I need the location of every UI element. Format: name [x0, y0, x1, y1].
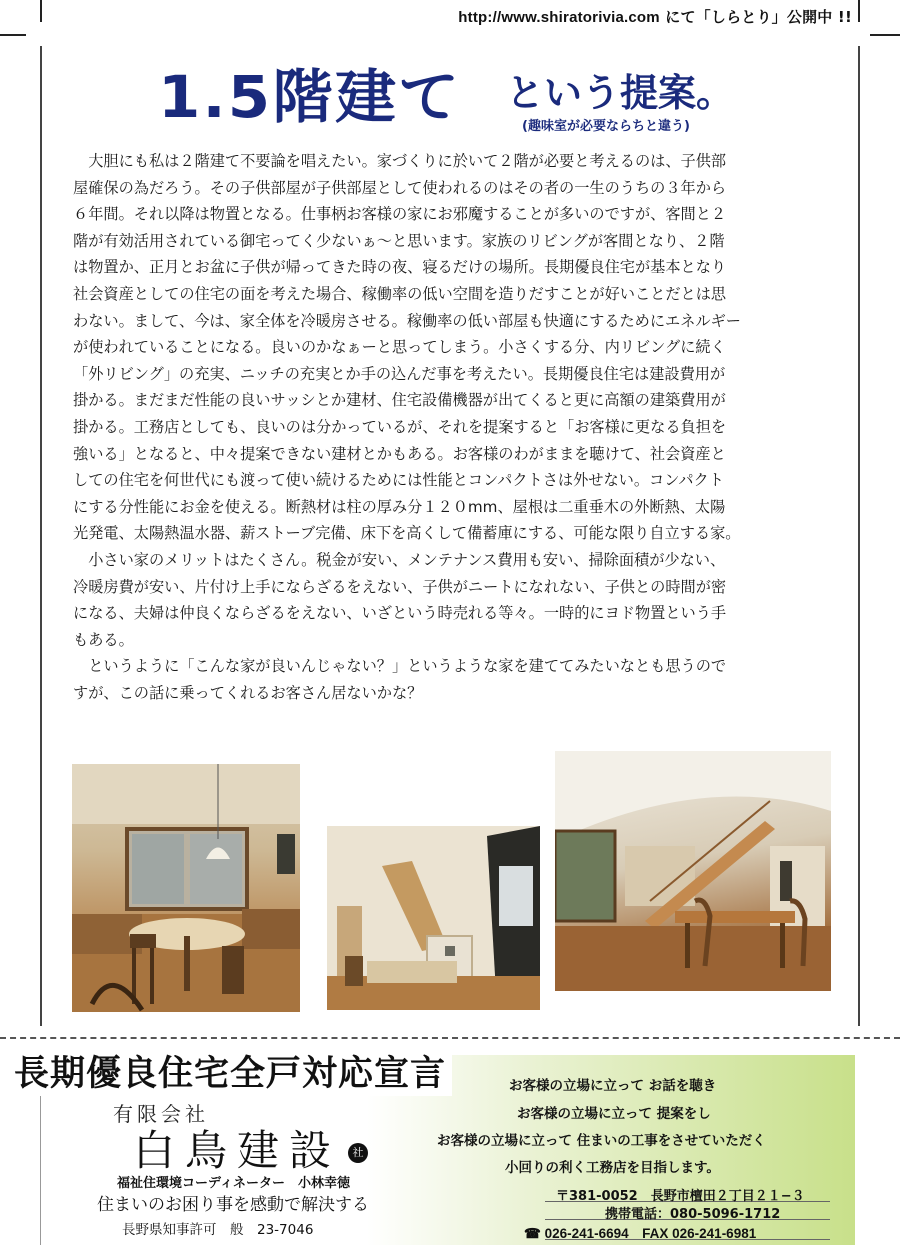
body-line: 社会資産としての住宅の面を考えた場合、稼働率の低い空間を造りだすことが好いことだとは思: [73, 284, 727, 303]
body-line: 強いる」となると、中々提案できない建材とかもある。お客様のわがままを聴けて、社会資産と: [73, 444, 726, 463]
body-line: しての住宅を何世代にも渡って使い続けるためには性能とコンパクトさは外せない。コンパクト: [73, 471, 724, 490]
body-line: 小さい家のメリットはたくさん。税金が安い、メンテナンス費用も安い、掃除面積が少ない、: [73, 550, 726, 569]
article-title-note: (趣味室が必要ならちと違う): [522, 119, 690, 134]
interior-photo-dining-drawing: [72, 764, 300, 1012]
company-type: 有限会社: [113, 1102, 209, 1126]
motto-line: 小回りの利く工務店を目指します。: [505, 1160, 720, 1176]
company-name: 白鳥建設: [133, 1126, 342, 1175]
motto-line: お客様の立場に立って お話を聴き: [509, 1078, 717, 1094]
body-line: もある。: [73, 630, 134, 649]
article-title-sub: という提案。: [506, 71, 735, 115]
phone-fax-number[interactable]: ☎ 026-241-6694 FAX 026-241-6981: [524, 1226, 757, 1241]
body-line: 掛かる。工務店としても、良いのは分かっているが、それを提案すると「お客様に更なる負担を: [73, 417, 727, 436]
website-banner: [458, 6, 852, 27]
body-line: にする分性能にお金を使える。断熱材は柱の厚み分１２０mm、屋根は二重垂木の外断熱、太陽: [73, 497, 726, 516]
body-line: 「外リビング」の充実、ニッチの充実とか手の込んだ事を考えたい。長期優良住宅は建設費用が: [73, 364, 726, 383]
company-seal-icon: 社: [348, 1143, 368, 1163]
company-tagline: 住まいのお困り事を感動で解決する: [97, 1195, 369, 1215]
body-line: というように「こんな家が良いんじゃない？」というような家を建ててみたいなとも思うので: [73, 657, 727, 676]
article-body: [73, 148, 803, 706]
company-address: 〒381-0052 長野市檀田２丁目２１−３: [556, 1189, 805, 1204]
body-line: ６年間。それ以降は物置となる。仕事柄お客様の家にお邪魔することが多いのですが、客間と２: [73, 205, 727, 224]
motto-line: お客様の立場に立って 住まいの工事をさせていただく: [437, 1133, 766, 1149]
crop-mark: [870, 34, 900, 36]
body-line: すが、この話に乗ってくれるお客さん居ないかな？: [73, 683, 423, 702]
crop-mark: [0, 34, 26, 36]
coordinator-name: 福祉住環境コーディネーター 小林幸徳: [117, 1176, 350, 1191]
body-line: になる、夫婦は仲良くならざるをえない、いざという時売れる等々。一時的にヨド物置という手: [73, 604, 727, 623]
interior-photo-loft-drawing: [327, 826, 540, 1010]
body-line: が使われていることになる。良いのかなぁーと思ってしまう。小さくする分、内リビングに続く: [73, 338, 726, 357]
interior-photo-dining: [72, 764, 300, 1012]
body-line: 階が有効活用されている御宅ってく少ないぁ〜と思います。家族のリビングが客間となり、２階: [73, 231, 725, 250]
body-line: 冷暖房費が安い、片付け上手にならざるをえない、子供がニートになれない、子供との時間が密: [73, 577, 727, 596]
crop-mark: [858, 0, 860, 22]
body-line: わない。まして、今は、家全体を冷暖房させる。稼働率の低い部屋も快適にするためにエネルギー: [73, 311, 741, 330]
section-divider: [0, 1037, 900, 1039]
interior-photo-loft: [327, 826, 540, 1010]
body-line: 掛かる。まだまだ性能の良いサッシとか建材、住宅設備機器が出てくると更に高額の建築費用が: [73, 391, 726, 410]
body-line: 光発電、太陽熱温水器、薪ストーブ完備、床下を高くして備蓄庫にする、可能な限り自立する家。: [73, 524, 741, 543]
left-margin-line: [40, 46, 42, 1026]
interior-photo-living: [555, 751, 831, 991]
declaration-heading: 長期優良住宅全戸対応宣言: [12, 1046, 452, 1096]
website-url[interactable]: http://www.shiratorivia.com: [458, 9, 660, 26]
body-line: は物置か、正月とお盆に子供が帰ってきた時の夜、寝るだけの場所。長期優良住宅が基本となり: [73, 258, 727, 277]
motto-line: お客様の立場に立って 提案をし: [517, 1106, 711, 1122]
license-number: 長野県知事許可 般 23-7046: [122, 1222, 314, 1238]
body-line: 大胆にも私は２階建て不要論を唱えたい。家づくりに於いて２階が必要と考えるのは、子供部: [73, 152, 727, 170]
right-margin-line: [858, 46, 860, 1026]
interior-photo-living-drawing: [555, 751, 831, 991]
mobile-number[interactable]: 携帯電話：080-5096-1712: [605, 1207, 781, 1222]
article-title: 1.5階建て: [158, 63, 462, 131]
body-line: 屋確保の為だろう。その子供部屋が子供部屋として使われるのはその者の一生のうちの３年から: [73, 178, 727, 197]
crop-mark: [40, 0, 42, 22]
website-note: にて「しらとり」公開中 !!: [665, 8, 852, 26]
